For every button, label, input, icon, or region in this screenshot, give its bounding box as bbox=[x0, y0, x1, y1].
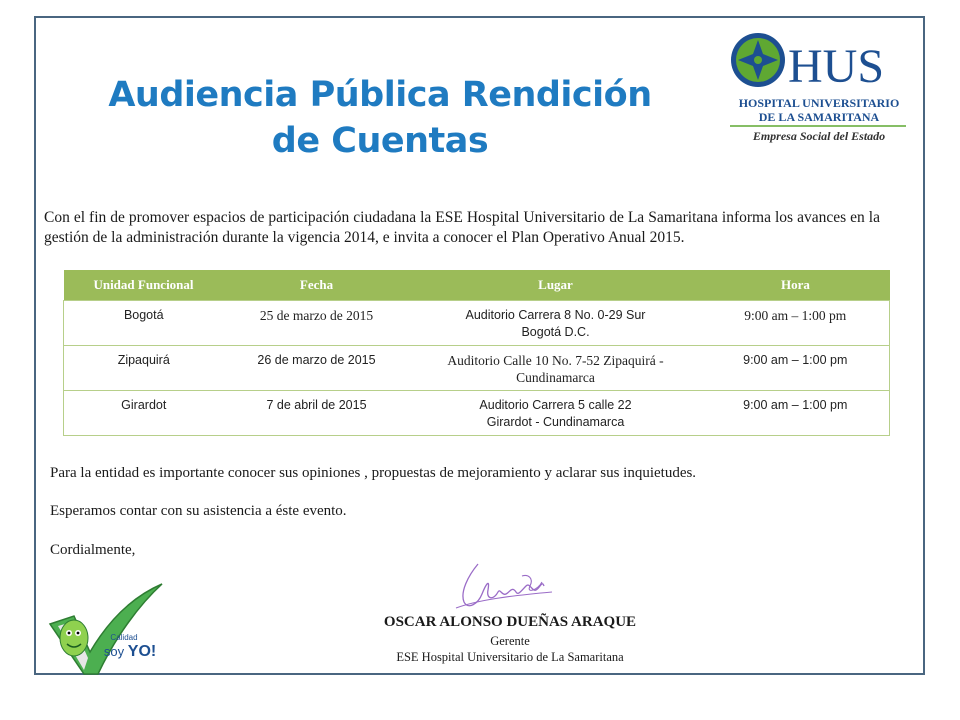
cell-unidad: Girardot bbox=[64, 391, 224, 436]
lugar-line-1: Auditorio Carrera 5 calle 22 bbox=[479, 398, 632, 412]
cell-hora: 9:00 am – 1:00 pm bbox=[702, 301, 890, 346]
signer-name: OSCAR ALONSO DUEÑAS ARAQUE bbox=[383, 614, 637, 630]
hus-logo bbox=[724, 30, 914, 145]
table-row bbox=[64, 301, 890, 346]
table-header-row bbox=[64, 270, 890, 301]
schedule-table bbox=[63, 270, 890, 436]
mascot-icon bbox=[60, 620, 88, 656]
header-lugar: Lugar bbox=[410, 270, 702, 301]
cell-lugar bbox=[410, 301, 702, 346]
hus-name-line-2: DE LA SAMARITANA bbox=[758, 110, 880, 124]
cell-fecha: 25 de marzo de 2015 bbox=[224, 301, 410, 346]
lugar-line-2: Bogotá D.C. bbox=[521, 325, 590, 339]
signer-role: Gerente bbox=[490, 634, 530, 648]
cell-lugar bbox=[410, 346, 702, 391]
lugar-line-1: Auditorio Carrera 8 No. 0-29 Sur bbox=[465, 308, 646, 322]
header-unidad: Unidad Funcional bbox=[64, 270, 224, 301]
intro-paragraph: Con el fin de promover espacios de participación ciudadana la ESE Hospital Universitario de La Samaritana informa los avances en la gestión de la administración durante la vigencia 2014, e invita a conocer el Plan Operativo Anual 2015. bbox=[44, 209, 880, 246]
cell-hora: 9:00 am – 1:00 pm bbox=[702, 346, 890, 391]
cell-hora: 9:00 am – 1:00 pm bbox=[702, 391, 890, 436]
lugar-line-2: Cundinamarca bbox=[516, 370, 595, 385]
badge-line-1: Calidad bbox=[110, 633, 138, 642]
signer-organization: ESE Hospital Universitario de La Samaritana bbox=[396, 650, 624, 664]
cell-unidad: Bogotá bbox=[64, 301, 224, 346]
lugar-line-1: Auditorio Calle 10 No. 7-52 Zipaquirá - bbox=[447, 353, 664, 368]
cell-fecha: 7 de abril de 2015 bbox=[224, 391, 410, 436]
opinions-paragraph: Para la entidad es importante conocer sus opiniones , propuestas de mejoramiento y aclarar sus inquietudes. bbox=[50, 465, 697, 481]
cell-unidad: Zipaquirá bbox=[64, 346, 224, 391]
signature-icon bbox=[448, 556, 558, 618]
closing-salutation: Cordialmente, bbox=[50, 542, 136, 558]
badge-line-2: soy bbox=[103, 644, 125, 659]
header-fecha: Fecha bbox=[224, 270, 410, 301]
title-line-1: Audiencia Pública Rendición bbox=[108, 75, 652, 115]
hus-emblem-icon bbox=[731, 33, 785, 87]
header-hora: Hora bbox=[702, 270, 890, 301]
cell-lugar bbox=[410, 391, 702, 436]
hus-name-line-1: HOSPITAL UNIVERSITARIO bbox=[738, 96, 900, 110]
title-line-2: de Cuentas bbox=[271, 121, 489, 161]
cell-fecha: 26 de marzo de 2015 bbox=[224, 346, 410, 391]
invitation-paragraph: Esperamos contar con su asistencia a éste evento. bbox=[50, 503, 347, 519]
badge-line-3: YO! bbox=[127, 643, 157, 660]
hus-acronym: HUS bbox=[788, 40, 885, 93]
hus-tagline: Empresa Social del Estado bbox=[752, 129, 886, 143]
table-row bbox=[64, 346, 890, 391]
page-title bbox=[60, 72, 700, 164]
calidad-soy-yo-badge bbox=[44, 578, 168, 678]
table-row bbox=[64, 391, 890, 436]
lugar-line-2: Girardot - Cundinamarca bbox=[486, 415, 625, 429]
